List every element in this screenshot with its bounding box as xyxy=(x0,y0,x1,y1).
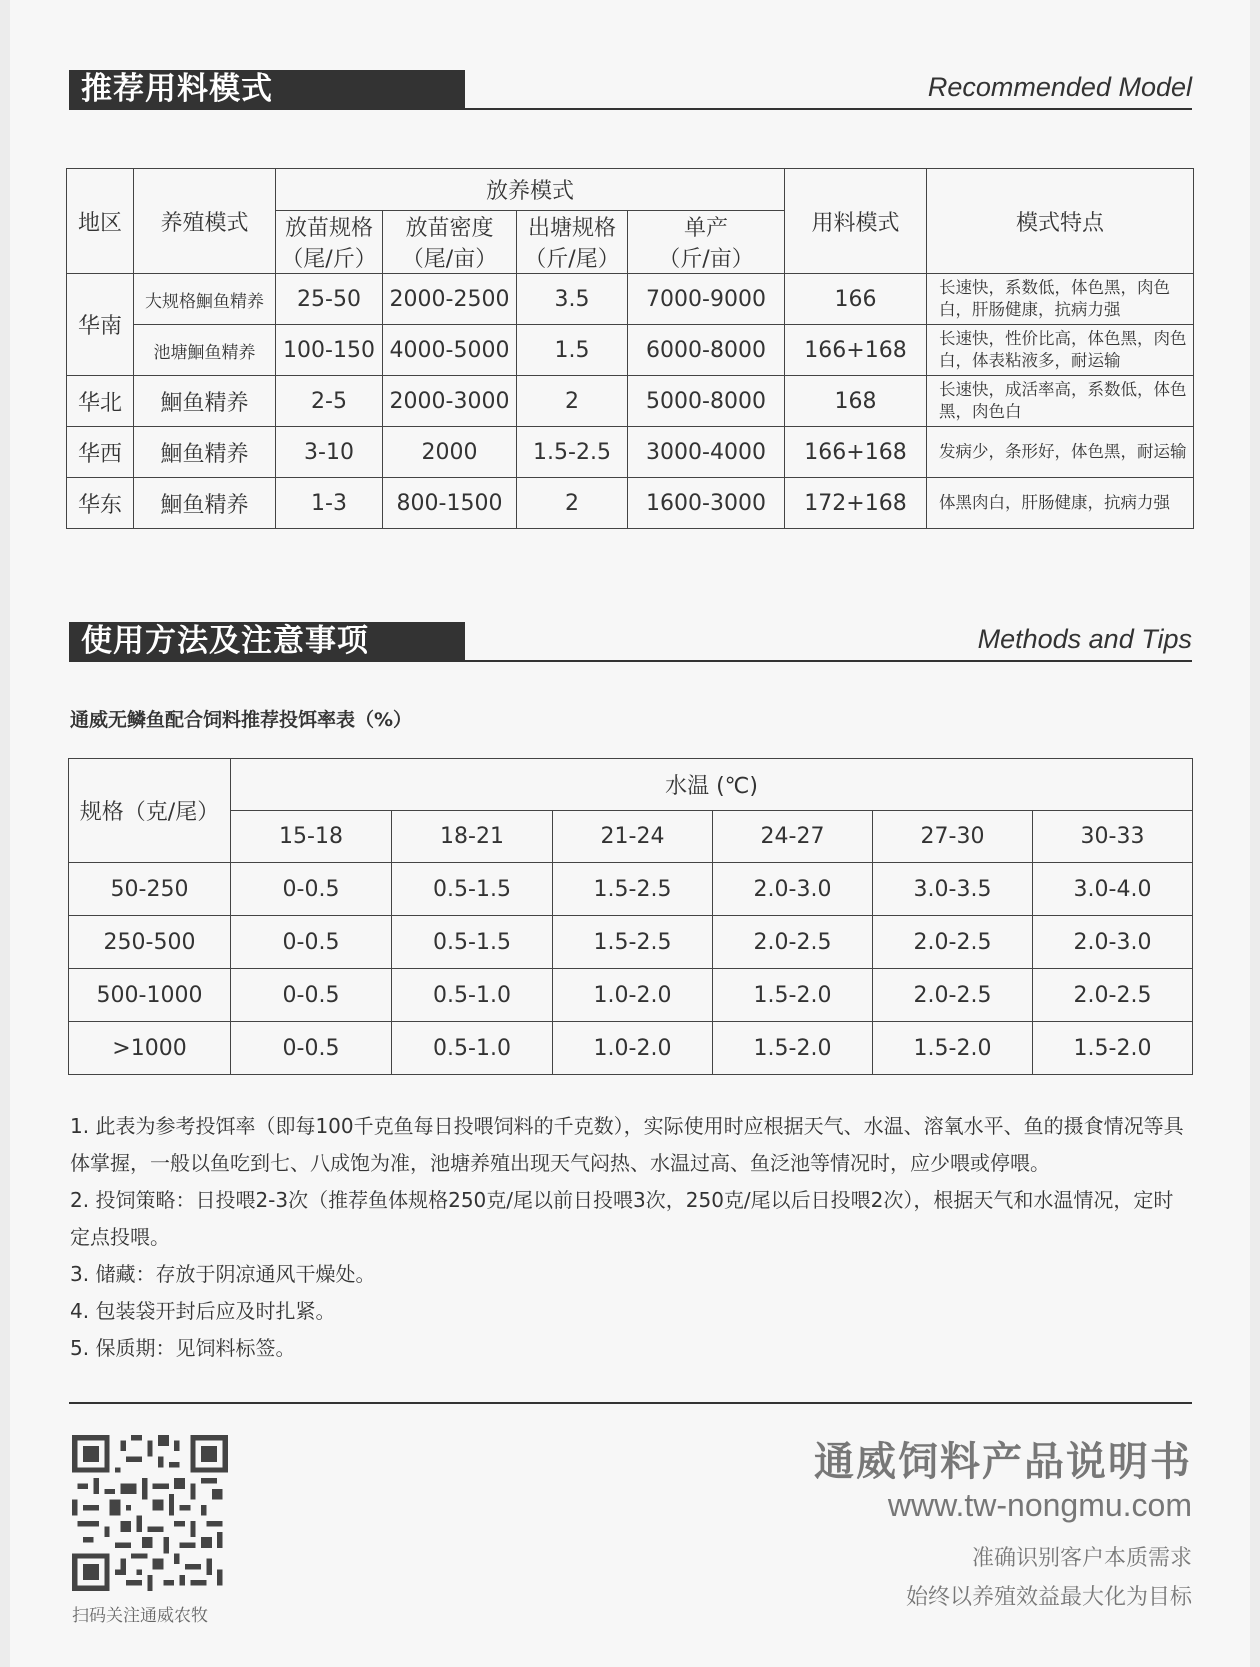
cell-mode: 池塘鮰鱼精养 xyxy=(134,325,276,376)
cell-rate: 1.5-2.0 xyxy=(713,1022,873,1075)
cell-features: 发病少，条形好，体色黑，耐运输 xyxy=(927,427,1194,478)
qr-caption: 扫码关注通威农牧 xyxy=(72,1606,208,1626)
cell-yield: 3000-4000 xyxy=(628,427,785,478)
header-temp: 30-33 xyxy=(1033,811,1193,863)
header-harvest-spec: 出塘规格 （斤/尾） xyxy=(517,211,628,274)
header-stocking-group: 放养模式 xyxy=(276,169,785,211)
header-water-temp: 水温 (℃) xyxy=(231,759,1193,811)
note-item: 5. 保质期：见饲料标签。 xyxy=(70,1336,296,1360)
note-item: 1. 此表为参考投饵率（即每100千克鱼每日投喂饲料的千克数），实际使用时应根据天气、水温、溶氧水平、鱼的摄食情况等具体掌握，一般以鱼吃到七、八成饱为准，池塘养殖出现天气闷热、水温过高、鱼泛池等情况时，应少喂或停喂。 xyxy=(70,1114,1184,1175)
cell-rate: 1.5-2.5 xyxy=(553,863,713,916)
note-item: 3. 储藏：存放于阴凉通风干燥处。 xyxy=(70,1262,376,1286)
cell-rate: 0.5-1.5 xyxy=(392,916,553,969)
header-spec: 规格（克/尾） xyxy=(69,759,231,863)
cell-rate: 1.0-2.0 xyxy=(553,1022,713,1075)
cell-rate: 2.0-3.0 xyxy=(1033,916,1193,969)
cell-spec: 500-1000 xyxy=(69,969,231,1022)
cell-features: 体黑肉白，肝肠健康，抗病力强 xyxy=(927,478,1194,529)
cell-rate: 3.0-3.5 xyxy=(873,863,1033,916)
header-temp: 21-24 xyxy=(553,811,713,863)
cell-density: 800-1500 xyxy=(383,478,517,529)
cell-rate: 0-0.5 xyxy=(231,863,392,916)
cell-density: 2000-3000 xyxy=(383,376,517,427)
slogan-line-2: 始终以养殖效益最大化为目标 xyxy=(905,1585,1192,1610)
page-edge-left xyxy=(0,0,10,1667)
table-row xyxy=(67,478,1194,529)
cell-spec: 50-250 xyxy=(69,863,231,916)
section-title: 使用方法及注意事项 xyxy=(69,622,465,660)
table-row xyxy=(67,325,1194,376)
header-temp: 15-18 xyxy=(231,811,392,863)
header-feed-mode: 用料模式 xyxy=(785,169,927,274)
page-edge-right xyxy=(1250,0,1260,1667)
cell-rate: 2.0-2.5 xyxy=(1033,969,1193,1022)
cell-rate: 1.0-2.0 xyxy=(553,969,713,1022)
cell-harvest: 1.5 xyxy=(517,325,628,376)
section-header-methods xyxy=(69,622,1192,662)
cell-rate: 3.0-4.0 xyxy=(1033,863,1193,916)
cell-rate: 0.5-1.5 xyxy=(392,863,553,916)
cell-spec: 100-150 xyxy=(276,325,383,376)
cell-density: 4000-5000 xyxy=(383,325,517,376)
qr-code-icon[interactable] xyxy=(72,1435,228,1591)
cell-yield: 7000-9000 xyxy=(628,274,785,325)
table-row xyxy=(67,274,1194,325)
section-header-recommended xyxy=(69,70,1192,110)
usage-notes xyxy=(70,1108,1192,1367)
cell-feed: 166+168 xyxy=(785,427,927,478)
cell-spec: 1-3 xyxy=(276,478,383,529)
cell-rate: 1.5-2.5 xyxy=(553,916,713,969)
cell-rate: 1.5-2.0 xyxy=(873,1022,1033,1075)
cell-region: 华西 xyxy=(67,427,134,478)
cell-harvest: 1.5-2.5 xyxy=(517,427,628,478)
cell-mode: 大规格鮰鱼精养 xyxy=(134,274,276,325)
cell-features: 长速快，系数低，体色黑，肉色白，肝肠健康，抗病力强 xyxy=(927,274,1194,325)
cell-rate: 0.5-1.0 xyxy=(392,1022,553,1075)
header-temp: 27-30 xyxy=(873,811,1033,863)
cell-features: 长速快，成活率高，系数低，体色黑，肉色白 xyxy=(927,376,1194,427)
cell-feed: 172+168 xyxy=(785,478,927,529)
header-mode: 养殖模式 xyxy=(134,169,276,274)
cell-rate: 0.5-1.0 xyxy=(392,969,553,1022)
cell-region: 华东 xyxy=(67,478,134,529)
cell-rate: 1.5-2.0 xyxy=(713,969,873,1022)
section-underline xyxy=(69,660,1192,662)
table-row xyxy=(67,376,1194,427)
cell-feed: 166 xyxy=(785,274,927,325)
table-row xyxy=(69,863,1193,916)
section-title-en: Recommended Model xyxy=(927,72,1192,102)
cell-yield: 1600-3000 xyxy=(628,478,785,529)
header-seed-spec: 放苗规格 （尾/斤） xyxy=(276,211,383,274)
cell-mode: 鮰鱼精养 xyxy=(134,376,276,427)
header-yield: 单产 （斤/亩） xyxy=(628,211,785,274)
note-item: 4. 包装袋开封后应及时扎紧。 xyxy=(70,1299,336,1323)
cell-density: 2000-2500 xyxy=(383,274,517,325)
table-row xyxy=(69,916,1193,969)
cell-spec: 250-500 xyxy=(69,916,231,969)
cell-feed: 166+168 xyxy=(785,325,927,376)
cell-rate: 2.0-2.5 xyxy=(713,916,873,969)
cell-harvest: 3.5 xyxy=(517,274,628,325)
header-temp: 24-27 xyxy=(713,811,873,863)
cell-harvest: 2 xyxy=(517,478,628,529)
cell-yield: 6000-8000 xyxy=(628,325,785,376)
header-region: 地区 xyxy=(67,169,134,274)
feeding-rate-table-title: 通威无鳞鱼配合饲料推荐投饵率表（%） xyxy=(70,709,413,731)
cell-density: 2000 xyxy=(383,427,517,478)
table-row xyxy=(67,427,1194,478)
cell-rate: 0-0.5 xyxy=(231,969,392,1022)
table-row xyxy=(69,969,1193,1022)
header-temp: 18-21 xyxy=(392,811,553,863)
cell-spec: >1000 xyxy=(69,1022,231,1075)
cell-spec: 2-5 xyxy=(276,376,383,427)
recommended-model-table xyxy=(66,168,1194,529)
cell-mode: 鮰鱼精养 xyxy=(134,478,276,529)
cell-rate: 0-0.5 xyxy=(231,916,392,969)
section-underline xyxy=(69,108,1192,110)
cell-rate: 1.5-2.0 xyxy=(1033,1022,1193,1075)
header-seed-density: 放苗密度 （尾/亩） xyxy=(383,211,517,274)
section-title: 推荐用料模式 xyxy=(69,70,465,108)
cell-harvest: 2 xyxy=(517,376,628,427)
cell-mode: 鮰鱼精养 xyxy=(134,427,276,478)
cell-rate: 0-0.5 xyxy=(231,1022,392,1075)
note-item: 2. 投饲策略：日投喂2-3次（推荐鱼体规格250克/尾以前日投喂3次，250克/尾以后日投喂2次），根据天气和水温情况，定时定点投喂。 xyxy=(70,1188,1174,1249)
cell-rate: 2.0-2.5 xyxy=(873,916,1033,969)
table-row xyxy=(69,1022,1193,1075)
cell-feed: 168 xyxy=(785,376,927,427)
footer-divider xyxy=(69,1402,1192,1404)
feeding-rate-table xyxy=(68,758,1193,1075)
slogan-line-1: 准确识别客户本质需求 xyxy=(971,1546,1192,1571)
cell-region: 华南 xyxy=(67,274,134,376)
cell-features: 长速快，性价比高，体色黑，肉色白，体表粘液多，耐运输 xyxy=(927,325,1194,376)
cell-spec: 3-10 xyxy=(276,427,383,478)
cell-rate: 2.0-2.5 xyxy=(873,969,1033,1022)
cell-spec: 25-50 xyxy=(276,274,383,325)
cell-region: 华北 xyxy=(67,376,134,427)
section-title-en: Methods and Tips xyxy=(977,624,1192,654)
header-features: 模式特点 xyxy=(927,169,1194,274)
brand-title: 通威饲料产品说明书 xyxy=(814,1439,1192,1485)
cell-yield: 5000-8000 xyxy=(628,376,785,427)
website-link[interactable]: www.tw-nongmu.com xyxy=(887,1487,1192,1523)
cell-rate: 2.0-3.0 xyxy=(713,863,873,916)
